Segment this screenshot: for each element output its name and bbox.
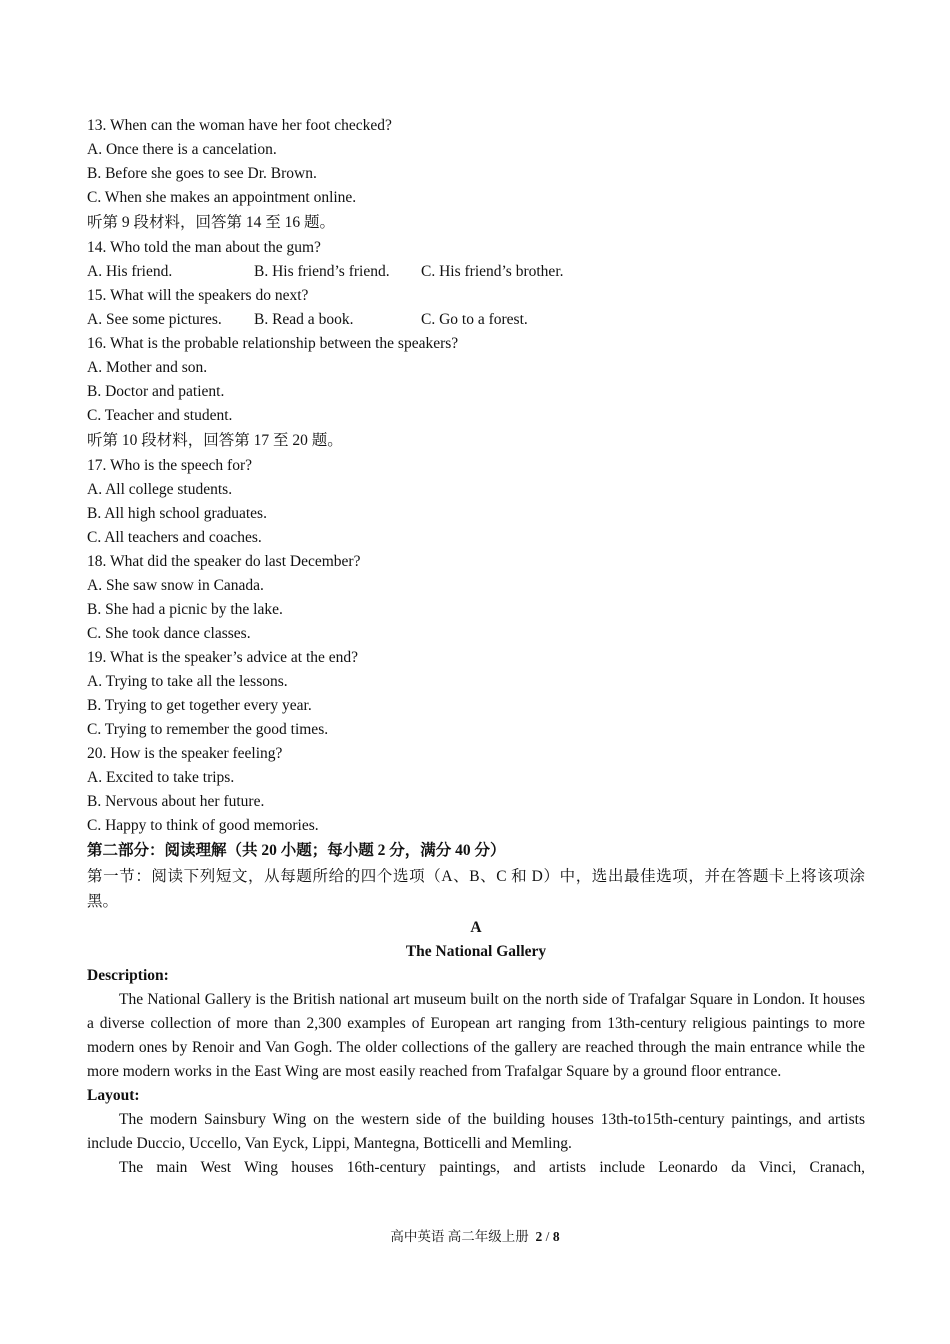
question-18: 18. What did the speaker do last December? (87, 553, 361, 570)
q17-option-b: B. All high school graduates. (87, 505, 267, 522)
q16-option-a: A. Mother and son. (87, 359, 208, 376)
question-20: 20. How is the speaker feeling? (87, 745, 283, 762)
q16-option-c: C. Teacher and student. (87, 407, 233, 424)
footer-page-separator: / (545, 1229, 550, 1244)
reading-instructions: 第一节：阅读下列短文，从每题所给的四个选项（A、B、C 和 D）中，选出最佳选项，并在答题卡上将该项涂黑。 (87, 868, 865, 910)
q13-option-c: C. When she makes an appointment online. (87, 189, 357, 206)
q13-option-b: B. Before she goes to see Dr. Brown. (87, 165, 317, 182)
q18-option-c: C. She took dance classes. (87, 625, 251, 642)
layout-paragraph-2: The main West Wing houses 16th-century paintings, and artists include Leonardo da Vinci, Cranach, (119, 1159, 865, 1176)
q18-option-b: B. She had a picnic by the lake. (87, 601, 283, 618)
section-9-header: 听第 9 段材料，回答第 14 至 16 题。 (87, 214, 336, 231)
reading-part-title: 第二部分：阅读理解（共 20 小题；每小题 2 分，满分 40 分） (87, 842, 506, 859)
passage-letter: A (470, 919, 482, 936)
q15-options (87, 308, 865, 332)
description-paragraph: The National Gallery is the British national art museum built on the north side of Trafalgar Square in London. It houses a diverse collection of more than 2,300 examples of European art ranging from 13th-century religious paintings to more modern ones by Renoir and Van Gogh. The older collections of the gallery are reached through the main entrance while the more modern works in the East Wing are most easily reached from Trafalgar Square by a ground floor entrance. (87, 991, 865, 1080)
question-15: 15. What will the speakers do next? (87, 287, 309, 304)
q16-option-b: B. Doctor and patient. (87, 383, 225, 400)
q15-option-b: B. Read a book. (254, 311, 354, 328)
exam-page (87, 114, 865, 1180)
question-14: 14. Who told the man about the gum? (87, 239, 321, 256)
q13-option-a: A. Once there is a cancelation. (87, 141, 277, 158)
footer-page-total: 8 (552, 1229, 560, 1244)
q19-option-a: A. Trying to take all the lessons. (87, 673, 288, 690)
passage-title: The National Gallery (405, 943, 547, 960)
q14-options (87, 260, 865, 284)
footer-subject: 高中英语 高二年级上册 (390, 1229, 529, 1244)
q18-option-a: A. She saw snow in Canada. (87, 577, 264, 594)
q15-option-c: C. Go to a forest. (421, 311, 528, 328)
q14-option-b: B. His friend’s friend. (254, 263, 390, 280)
q20-option-a: A. Excited to take trips. (87, 769, 235, 786)
q19-option-c: C. Trying to remember the good times. (87, 721, 329, 738)
q20-option-c: C. Happy to think of good memories. (87, 817, 319, 834)
layout-label: Layout: (87, 1087, 140, 1104)
question-19: 19. What is the speaker’s advice at the end? (87, 649, 359, 666)
question-13: 13. When can the woman have her foot checked? (87, 117, 392, 134)
question-17: 17. Who is the speech for? (87, 457, 252, 474)
q14-option-a: A. His friend. (87, 263, 173, 280)
footer-page-current: 2 (535, 1229, 543, 1244)
q19-option-b: B. Trying to get together every year. (87, 697, 312, 714)
q17-option-c: C. All teachers and coaches. (87, 529, 262, 546)
q15-option-a: A. See some pictures. (87, 311, 222, 328)
page-footer (0, 1227, 950, 1247)
section-10-header: 听第 10 段材料，回答第 17 至 20 题。 (87, 432, 343, 449)
description-label: Description: (87, 967, 169, 984)
q14-option-c: C. His friend’s brother. (421, 263, 564, 280)
q20-option-b: B. Nervous about her future. (87, 793, 265, 810)
layout-paragraph-1: The modern Sainsbury Wing on the western side of the building houses 13th-to15th-century paintings, and artists include Duccio, Uccello, Van Eyck, Lippi, Mantegna, Botticelli and Memling. (87, 1111, 865, 1152)
q17-option-a: A. All college students. (87, 481, 233, 498)
question-16: 16. What is the probable relationship between the speakers? (87, 335, 459, 352)
